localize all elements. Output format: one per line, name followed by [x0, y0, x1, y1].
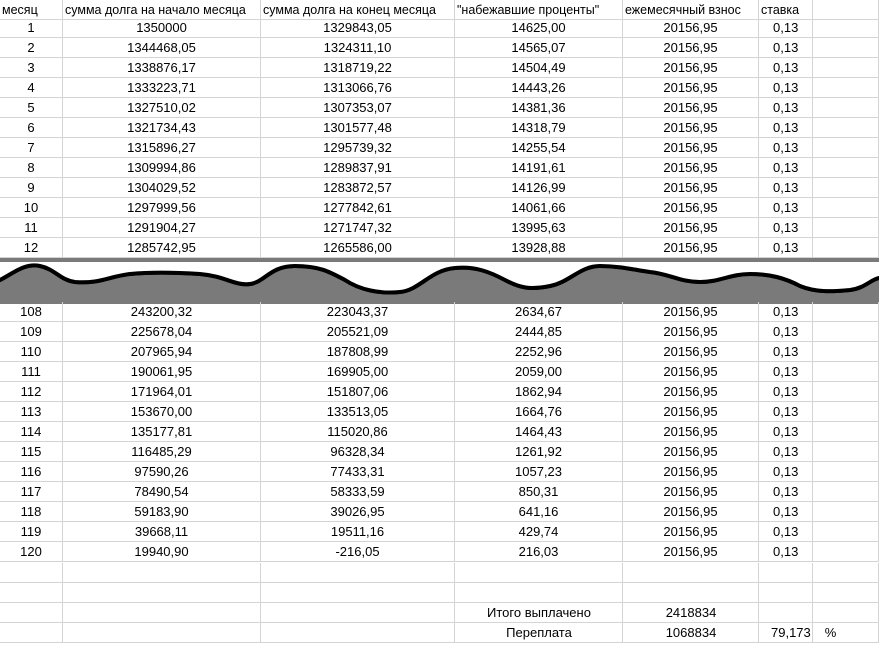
- rate-cell[interactable]: 0,13: [759, 402, 813, 422]
- debt-start-cell[interactable]: 78490,54: [63, 482, 261, 502]
- payment-cell[interactable]: 20156,95: [623, 382, 759, 402]
- rate-cell[interactable]: 0,13: [759, 98, 813, 118]
- debt-end-cell[interactable]: 19511,16: [261, 522, 455, 542]
- empty-cell[interactable]: [813, 482, 879, 502]
- month-cell[interactable]: 4: [0, 78, 63, 98]
- debt-end-cell[interactable]: 187808,99: [261, 342, 455, 362]
- header-debt-end[interactable]: сумма долга на конец месяца: [261, 0, 455, 20]
- table-row: [0, 238, 879, 258]
- empty-cell[interactable]: [813, 158, 879, 178]
- empty-cell[interactable]: [63, 583, 261, 603]
- payment-cell[interactable]: 20156,95: [623, 18, 759, 38]
- table-row: [0, 302, 879, 322]
- debt-end-cell[interactable]: 1313066,76: [261, 78, 455, 98]
- rate-cell[interactable]: 0,13: [759, 522, 813, 542]
- interest-cell[interactable]: 13995,63: [455, 218, 623, 238]
- empty-cell[interactable]: [623, 583, 759, 603]
- debt-end-cell[interactable]: 1295739,32: [261, 138, 455, 158]
- empty-cell[interactable]: [813, 522, 879, 542]
- interest-cell[interactable]: 13928,88: [455, 238, 623, 258]
- empty-cell[interactable]: [0, 563, 63, 583]
- debt-end-cell[interactable]: 169905,00: [261, 362, 455, 382]
- table-row: [0, 18, 879, 38]
- month-cell[interactable]: 114: [0, 422, 63, 442]
- interest-cell[interactable]: 14191,61: [455, 158, 623, 178]
- interest-cell[interactable]: 14061,66: [455, 198, 623, 218]
- debt-end-cell[interactable]: 133513,05: [261, 402, 455, 422]
- overpayment-percent-value: 79,173: [771, 625, 811, 640]
- debt-start-cell[interactable]: 1321734,43: [63, 118, 261, 138]
- table-row: [0, 382, 879, 402]
- empty-cell[interactable]: [759, 583, 813, 603]
- table-row: [0, 58, 879, 78]
- debt-start-cell[interactable]: 59183,90: [63, 502, 261, 522]
- header-empty[interactable]: [813, 0, 879, 20]
- rate-cell[interactable]: 0,13: [759, 78, 813, 98]
- empty-cell[interactable]: [813, 382, 879, 402]
- empty-cell[interactable]: [813, 98, 879, 118]
- payment-cell[interactable]: 20156,95: [623, 402, 759, 422]
- payment-cell[interactable]: 20156,95: [623, 342, 759, 362]
- empty-cell[interactable]: [0, 583, 63, 603]
- empty-cell[interactable]: [813, 502, 879, 522]
- debt-start-cell[interactable]: 1285742,95: [63, 238, 261, 258]
- payment-cell[interactable]: 20156,95: [623, 302, 759, 322]
- debt-end-cell[interactable]: 151807,06: [261, 382, 455, 402]
- interest-cell[interactable]: 641,16: [455, 502, 623, 522]
- rate-cell[interactable]: 0,13: [759, 178, 813, 198]
- interest-cell[interactable]: 850,31: [455, 482, 623, 502]
- empty-cell[interactable]: [759, 563, 813, 583]
- payment-cell[interactable]: 20156,95: [623, 502, 759, 522]
- payment-cell[interactable]: 20156,95: [623, 238, 759, 258]
- empty-cell[interactable]: [813, 442, 879, 462]
- empty-cell[interactable]: [455, 563, 623, 583]
- table-row: [0, 502, 879, 522]
- debt-start-cell[interactable]: 1315896,27: [63, 138, 261, 158]
- payment-cell[interactable]: 20156,95: [623, 138, 759, 158]
- debt-end-cell[interactable]: -216,05: [261, 542, 455, 562]
- rate-cell[interactable]: 0,13: [759, 238, 813, 258]
- debt-start-cell[interactable]: 243200,32: [63, 302, 261, 322]
- debt-start-cell[interactable]: 1333223,71: [63, 78, 261, 98]
- debt-start-cell[interactable]: 39668,11: [63, 522, 261, 542]
- empty-cell[interactable]: [813, 302, 879, 322]
- debt-end-cell[interactable]: 1283872,57: [261, 178, 455, 198]
- month-cell[interactable]: 110: [0, 342, 63, 362]
- month-cell[interactable]: 1: [0, 18, 63, 38]
- rate-cell[interactable]: 0,13: [759, 462, 813, 482]
- header-payment[interactable]: ежемесячный взнос: [623, 0, 759, 20]
- payment-cell[interactable]: 20156,95: [623, 38, 759, 58]
- debt-end-cell[interactable]: 115020,86: [261, 422, 455, 442]
- debt-start-cell[interactable]: 1350000: [63, 18, 261, 38]
- debt-start-cell[interactable]: 1338876,17: [63, 58, 261, 78]
- empty-cell[interactable]: [813, 78, 879, 98]
- interest-cell[interactable]: 1464,43: [455, 422, 623, 442]
- interest-cell[interactable]: 14255,54: [455, 138, 623, 158]
- debt-start-cell[interactable]: 116485,29: [63, 442, 261, 462]
- empty-cell[interactable]: [813, 563, 879, 583]
- debt-start-cell[interactable]: 1304029,52: [63, 178, 261, 198]
- empty-cell[interactable]: [63, 563, 261, 583]
- debt-end-cell[interactable]: 1324311,10: [261, 38, 455, 58]
- debt-end-cell[interactable]: 77433,31: [261, 462, 455, 482]
- empty-cell[interactable]: [813, 322, 879, 342]
- payment-cell[interactable]: 20156,95: [623, 362, 759, 382]
- empty-cell[interactable]: [813, 342, 879, 362]
- empty-cell[interactable]: [623, 563, 759, 583]
- rate-cell[interactable]: 0,13: [759, 382, 813, 402]
- header-debt-start[interactable]: сумма долга на начало месяца: [63, 0, 261, 20]
- rate-cell[interactable]: 0,13: [759, 38, 813, 58]
- debt-end-cell[interactable]: 1318719,22: [261, 58, 455, 78]
- empty-cell[interactable]: [813, 603, 879, 623]
- payment-cell[interactable]: 20156,95: [623, 218, 759, 238]
- empty-cell[interactable]: [63, 603, 261, 623]
- rate-cell[interactable]: 0,13: [759, 218, 813, 238]
- debt-end-cell[interactable]: 1277842,61: [261, 198, 455, 218]
- debt-start-cell[interactable]: 225678,04: [63, 322, 261, 342]
- rate-cell[interactable]: 0,13: [759, 138, 813, 158]
- percent-sign: %: [824, 625, 837, 640]
- payment-cell[interactable]: 20156,95: [623, 98, 759, 118]
- rate-cell[interactable]: 0,13: [759, 302, 813, 322]
- interest-cell[interactable]: 216,03: [455, 542, 623, 562]
- interest-cell[interactable]: 14504,49: [455, 58, 623, 78]
- interest-cell[interactable]: 14381,36: [455, 98, 623, 118]
- month-cell[interactable]: 108: [0, 302, 63, 322]
- payment-cell[interactable]: 20156,95: [623, 198, 759, 218]
- rate-cell[interactable]: 0,13: [759, 118, 813, 138]
- month-cell[interactable]: 5: [0, 98, 63, 118]
- rate-cell[interactable]: 0,13: [759, 482, 813, 502]
- total-paid-label: Итого выплачено: [487, 605, 591, 620]
- month-cell[interactable]: 120: [0, 542, 63, 562]
- empty-cell[interactable]: [759, 603, 813, 623]
- payment-cell[interactable]: 20156,95: [623, 522, 759, 542]
- table-row: [0, 542, 879, 562]
- payment-cell[interactable]: 20156,95: [623, 442, 759, 462]
- table-row: [0, 422, 879, 442]
- empty-cell[interactable]: [261, 623, 455, 643]
- month-cell[interactable]: 117: [0, 482, 63, 502]
- empty-cell[interactable]: [813, 58, 879, 78]
- debt-start-cell[interactable]: 171964,01: [63, 382, 261, 402]
- debt-end-cell[interactable]: 1301577,48: [261, 118, 455, 138]
- interest-cell[interactable]: 14443,26: [455, 78, 623, 98]
- debt-start-cell[interactable]: 135177,81: [63, 422, 261, 442]
- empty-row: [0, 583, 879, 603]
- rate-cell[interactable]: 0,13: [759, 342, 813, 362]
- month-cell[interactable]: 2: [0, 38, 63, 58]
- month-cell[interactable]: 6: [0, 118, 63, 138]
- empty-cell[interactable]: [0, 623, 63, 643]
- empty-cell[interactable]: [261, 583, 455, 603]
- rate-cell[interactable]: 0,13: [759, 362, 813, 382]
- interest-cell[interactable]: 2634,67: [455, 302, 623, 322]
- empty-cell[interactable]: [63, 623, 261, 643]
- empty-cell[interactable]: [813, 118, 879, 138]
- table-row: [0, 198, 879, 218]
- table-row: [0, 482, 879, 502]
- table-row: [0, 218, 879, 238]
- empty-cell[interactable]: [813, 583, 879, 603]
- payment-cell[interactable]: 20156,95: [623, 118, 759, 138]
- empty-cell[interactable]: [813, 542, 879, 562]
- month-cell[interactable]: 112: [0, 382, 63, 402]
- debt-start-cell[interactable]: 207965,94: [63, 342, 261, 362]
- month-cell[interactable]: 3: [0, 58, 63, 78]
- debt-end-cell[interactable]: 223043,37: [261, 302, 455, 322]
- empty-cell[interactable]: [813, 462, 879, 482]
- empty-cell[interactable]: [813, 422, 879, 442]
- debt-start-cell[interactable]: 153670,00: [63, 402, 261, 422]
- month-cell[interactable]: 8: [0, 158, 63, 178]
- overpayment-percent[interactable]: [759, 623, 879, 643]
- payment-cell[interactable]: 20156,95: [623, 462, 759, 482]
- month-cell[interactable]: 109: [0, 322, 63, 342]
- total-paid-value[interactable]: 2418834: [665, 605, 717, 620]
- month-cell[interactable]: 12: [0, 238, 63, 258]
- payment-cell[interactable]: 20156,95: [623, 178, 759, 198]
- interest-cell[interactable]: 1862,94: [455, 382, 623, 402]
- table-row: [0, 78, 879, 98]
- empty-row: [0, 563, 879, 583]
- interest-cell[interactable]: 1261,92: [455, 442, 623, 462]
- torn-break-divider: [0, 258, 879, 304]
- empty-cell[interactable]: [261, 563, 455, 583]
- table-row: [0, 118, 879, 138]
- debt-end-cell[interactable]: 1289837,91: [261, 158, 455, 178]
- empty-cell[interactable]: [813, 198, 879, 218]
- month-cell[interactable]: 115: [0, 442, 63, 462]
- interest-cell[interactable]: 14625,00: [455, 18, 623, 38]
- month-cell[interactable]: 116: [0, 462, 63, 482]
- table-row: [0, 158, 879, 178]
- table-row: [0, 178, 879, 198]
- rate-cell[interactable]: 0,13: [759, 542, 813, 562]
- payment-cell[interactable]: 20156,95: [623, 482, 759, 502]
- table-row: [0, 402, 879, 422]
- debt-end-cell[interactable]: 205521,09: [261, 322, 455, 342]
- empty-cell[interactable]: [0, 603, 63, 623]
- month-cell[interactable]: 9: [0, 178, 63, 198]
- table-row: [0, 322, 879, 342]
- table-row: [0, 462, 879, 482]
- debt-end-cell[interactable]: 1265586,00: [261, 238, 455, 258]
- interest-cell[interactable]: 1664,76: [455, 402, 623, 422]
- interest-cell[interactable]: 2059,00: [455, 362, 623, 382]
- table-row: [0, 442, 879, 462]
- debt-end-cell[interactable]: 1329843,05: [261, 18, 455, 38]
- interest-cell[interactable]: 14126,99: [455, 178, 623, 198]
- debt-end-cell[interactable]: 58333,59: [261, 482, 455, 502]
- debt-end-cell[interactable]: 1271747,32: [261, 218, 455, 238]
- empty-cell[interactable]: [813, 18, 879, 38]
- table-row: [0, 362, 879, 382]
- table-row: [0, 98, 879, 118]
- payment-cell[interactable]: 20156,95: [623, 322, 759, 342]
- month-cell[interactable]: 10: [0, 198, 63, 218]
- debt-start-cell[interactable]: 1291904,27: [63, 218, 261, 238]
- empty-cell[interactable]: [813, 402, 879, 422]
- rate-cell[interactable]: 0,13: [759, 422, 813, 442]
- rate-cell[interactable]: 0,13: [759, 58, 813, 78]
- month-cell[interactable]: 11: [0, 218, 63, 238]
- debt-end-cell[interactable]: 96328,34: [261, 442, 455, 462]
- empty-cell[interactable]: [261, 603, 455, 623]
- empty-cell[interactable]: [813, 178, 879, 198]
- empty-cell[interactable]: [455, 583, 623, 603]
- payment-cell[interactable]: 20156,95: [623, 58, 759, 78]
- table-row: [0, 522, 879, 542]
- empty-cell[interactable]: [813, 362, 879, 382]
- header-row: [0, 0, 879, 20]
- header-interest[interactable]: "набежавшие проценты": [455, 0, 623, 20]
- overpayment-label: Переплата: [506, 625, 572, 640]
- empty-cell[interactable]: [813, 138, 879, 158]
- interest-cell[interactable]: 2252,96: [455, 342, 623, 362]
- debt-start-cell[interactable]: 19940,90: [63, 542, 261, 562]
- rate-cell[interactable]: 0,13: [759, 502, 813, 522]
- rate-cell[interactable]: 0,13: [759, 442, 813, 462]
- debt-start-cell[interactable]: 1297999,56: [63, 198, 261, 218]
- interest-cell[interactable]: 429,74: [455, 522, 623, 542]
- month-cell[interactable]: 119: [0, 522, 63, 542]
- table-row: [0, 342, 879, 362]
- table-row: [0, 38, 879, 58]
- rate-cell[interactable]: 0,13: [759, 198, 813, 218]
- debt-start-cell[interactable]: 1344468,05: [63, 38, 261, 58]
- rate-cell[interactable]: 0,13: [759, 322, 813, 342]
- empty-cell[interactable]: [813, 218, 879, 238]
- header-rate[interactable]: ставка: [759, 0, 813, 20]
- debt-start-cell[interactable]: 190061,95: [63, 362, 261, 382]
- debt-end-cell[interactable]: 1307353,07: [261, 98, 455, 118]
- month-cell[interactable]: 118: [0, 502, 63, 522]
- debt-start-cell[interactable]: 1309994,86: [63, 158, 261, 178]
- interest-cell[interactable]: 14318,79: [455, 118, 623, 138]
- empty-cell[interactable]: [813, 38, 879, 58]
- debt-start-cell[interactable]: 97590,26: [63, 462, 261, 482]
- payment-cell[interactable]: 20156,95: [623, 422, 759, 442]
- interest-cell[interactable]: 14565,07: [455, 38, 623, 58]
- month-cell[interactable]: 111: [0, 362, 63, 382]
- month-cell[interactable]: 7: [0, 138, 63, 158]
- month-cell[interactable]: 113: [0, 402, 63, 422]
- rate-cell[interactable]: 0,13: [759, 18, 813, 38]
- payment-cell[interactable]: 20156,95: [623, 542, 759, 562]
- interest-cell[interactable]: 1057,23: [455, 462, 623, 482]
- empty-cell[interactable]: [813, 238, 879, 258]
- table-row: [0, 138, 879, 158]
- payment-cell[interactable]: 20156,95: [623, 158, 759, 178]
- debt-start-cell[interactable]: 1327510,02: [63, 98, 261, 118]
- overpayment-value[interactable]: 1068834: [665, 625, 717, 640]
- debt-end-cell[interactable]: 39026,95: [261, 502, 455, 522]
- rate-cell[interactable]: 0,13: [759, 158, 813, 178]
- header-month[interactable]: месяц: [0, 0, 63, 20]
- payment-cell[interactable]: 20156,95: [623, 78, 759, 98]
- interest-cell[interactable]: 2444,85: [455, 322, 623, 342]
